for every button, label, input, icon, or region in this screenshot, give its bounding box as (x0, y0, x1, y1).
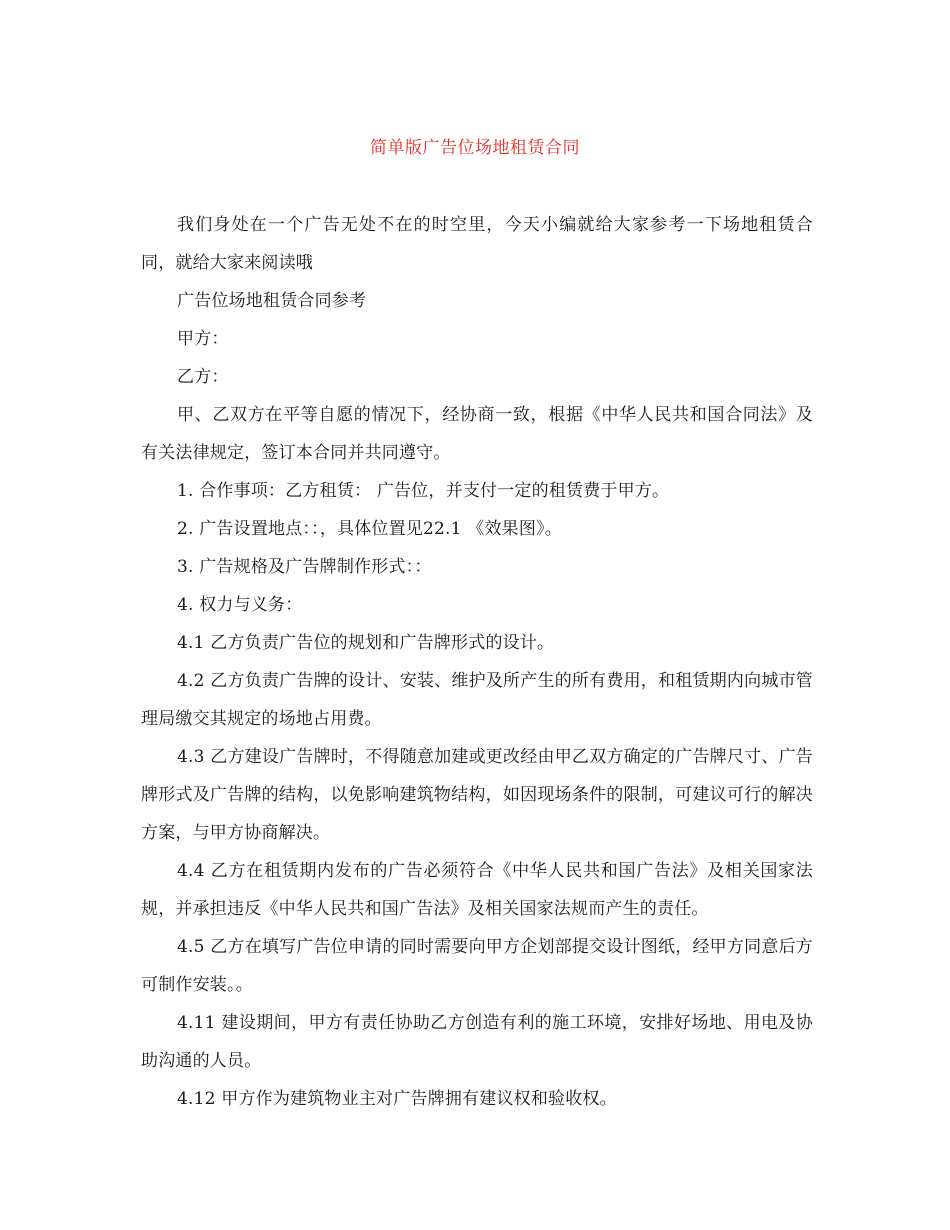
clause-4-2: 4.2 乙方负责广告牌的设计、安装、维护及所产生的所有费用，和租赁期内向城市管理局缴交其规定的场地占用费。 (141, 671, 813, 729)
document-body (141, 200, 813, 1118)
clause-3: 3. 广告规格及广告牌制作形式：： (177, 557, 432, 577)
intro-paragraph: 我们身处在一个广告无处不在的时空里，今天小编就给大家参考一下场地租赁合同，就给大家来阅读哦 (141, 215, 813, 273)
clause-4-12: 4.12 甲方作为建筑物业主对广告牌拥有建议权和验收权。 (177, 1089, 617, 1109)
clause-4: 4. 权力与义务： (177, 595, 303, 615)
clause-4-4: 4.4 乙方在租赁期内发布的广告必须符合《中华人民共和国广告法》及相关国家法规，并承担违反《中华人民共和国广告法》及相关国家法规而产生的责任。 (141, 861, 813, 919)
party-a-line: 甲方： (177, 329, 229, 349)
preamble-paragraph: 甲、乙双方在平等自愿的情况下，经协商一致，根据《中华人民共和国合同法》及有关法律规定，签订本合同并共同遵守。 (141, 405, 813, 463)
clause-4-3: 4.3 乙方建设广告牌时，不得随意加建或更改经由甲乙双方确定的广告牌尺寸、广告牌形式及广告牌的结构，以免影响建筑物结构，如因现场条件的限制，可建议可行的解决方案，与甲方协商解决。 (141, 747, 813, 843)
document-title: 简单版广告位场地租赁合同 (370, 138, 580, 158)
clause-2: 2. 广告设置地点：：，具体位置见22.1 《效果图》。 (177, 519, 562, 539)
clause-1: 1. 合作事项：乙方租赁： 广告位，并支付一定的租赁费于甲方。 (177, 481, 670, 501)
party-b-line: 乙方： (177, 367, 229, 387)
clause-4-1: 4.1 乙方负责广告位的规划和广告牌形式的设计。 (177, 633, 555, 653)
section-heading: 广告位场地租赁合同参考 (177, 291, 367, 311)
clause-4-5: 4.5 乙方在填写广告位申请的同时需要向甲方企划部提交设计图纸，经甲方同意后方可制作安装。。 (141, 937, 813, 995)
clause-4-11: 4.11 建设期间，甲方有责任协助乙方创造有利的施工环境，安排好场地、用电及协助沟通的人员。 (141, 1013, 813, 1071)
